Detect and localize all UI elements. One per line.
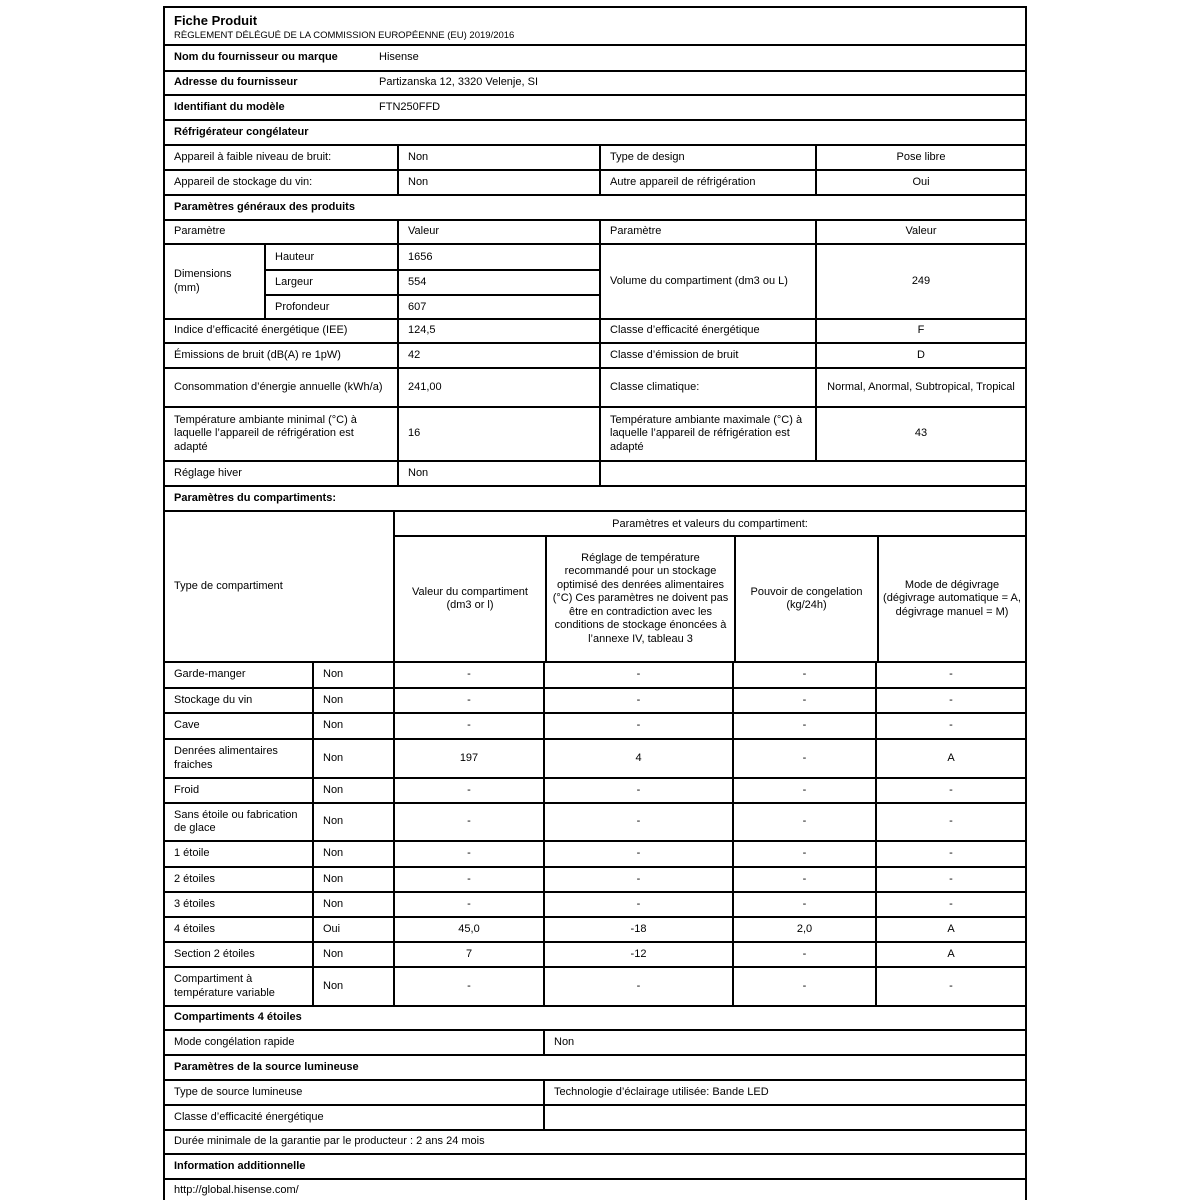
table-row-cellar — [165, 712, 1025, 738]
compartment-name: Section 2 étoiles — [174, 947, 255, 960]
cell-label: Classe d’émission de bruit — [599, 344, 815, 367]
compartment-temp: - — [543, 804, 732, 840]
compartment-volume: - — [393, 689, 543, 712]
table-row-fresh-food — [165, 738, 1025, 777]
compartment-capacity: - — [732, 689, 875, 712]
compartment-volume: - — [393, 893, 543, 916]
compartment-temp: - — [543, 714, 732, 738]
compartment-volume: - — [393, 804, 543, 840]
light-section-title: Paramètres de la source lumineuse — [174, 1060, 359, 1073]
compartment-temp: - — [543, 868, 732, 891]
compartment-present: Non — [312, 779, 393, 802]
cell-label: Température ambiante maximale (°C) à laquelle l’appareil de réfrigération est adapté — [599, 408, 815, 460]
compartment-present: Non — [312, 804, 393, 840]
table-row-pantry — [165, 661, 1025, 687]
compartment-defrost: - — [875, 968, 1025, 1005]
compartments-group-header: Paramètres et valeurs du compartiment: — [395, 512, 1025, 537]
compartment-present: Non — [312, 842, 393, 866]
winter-setting-row — [165, 460, 1025, 485]
light-section-row — [165, 1054, 1025, 1079]
energy-row — [165, 367, 1025, 406]
dimensions-values — [397, 245, 599, 318]
compartment-volume: 45,0 — [393, 918, 543, 941]
cell-label: Appareil de stockage du vin: — [174, 175, 313, 188]
compartment-defrost: - — [875, 842, 1025, 866]
dimension-depth-label: Profondeur — [266, 294, 397, 318]
compartment-defrost: - — [875, 779, 1025, 802]
compartment-volume: - — [393, 779, 543, 802]
compartment-defrost: A — [875, 943, 1025, 966]
supplier-address-label: Adresse du fournisseur — [174, 76, 298, 89]
cell-label: Indice d’efficacité énergétique (IEE) — [174, 324, 348, 337]
compartment-temp: - — [543, 689, 732, 712]
compartment-defrost: - — [875, 804, 1025, 840]
column-header: Paramètre — [174, 225, 226, 238]
compartment-name: Compartiment à température variable — [174, 973, 275, 999]
compartment-defrost: A — [875, 740, 1025, 777]
cell-value: 241,00 — [397, 369, 599, 406]
compartment-temp: - — [543, 893, 732, 916]
compartment-present: Non — [312, 663, 393, 687]
compartment-name: Cave — [174, 719, 200, 732]
cell-label: Consommation d’énergie annuelle (kWh/a) — [174, 380, 383, 393]
dimension-width-label: Largeur — [266, 269, 397, 293]
cell-value: Oui — [815, 171, 1025, 194]
column-header-defrost-mode: Mode de dégivrage (dégivrage automatique = A, dégivrage manuel = M) — [877, 537, 1025, 661]
light-type-row — [165, 1079, 1025, 1104]
model-id-value: FTN250FFD — [379, 100, 441, 113]
light-type-value: Technologie d’éclairage utilisée: Bande LED — [543, 1081, 1025, 1104]
dimension-width-value: 554 — [399, 269, 599, 293]
compartment-temp: - — [543, 663, 732, 687]
compartment-name: 3 étoiles — [174, 897, 215, 910]
compartment-temp: - — [543, 968, 732, 1005]
compartment-name: 1 étoile — [174, 847, 210, 860]
compartment-defrost: - — [875, 868, 1025, 891]
fast-freeze-label: Mode congélation rapide — [174, 1035, 295, 1048]
category-row-wine — [165, 169, 1025, 194]
cell-value: 16 — [397, 408, 599, 460]
compartment-present: Non — [312, 714, 393, 738]
light-type-label: Type de source lumineuse — [174, 1085, 303, 1098]
general-section-title: Paramètres généraux des produits — [174, 200, 355, 213]
compartment-name: Stockage du vin — [174, 693, 253, 706]
compartment-volume: - — [393, 714, 543, 738]
page-title: Fiche Produit — [174, 13, 258, 28]
compartment-capacity: - — [732, 842, 875, 866]
dimensions-sublabels — [264, 245, 397, 318]
model-id-label: Identifiant du modèle — [174, 100, 285, 113]
empty-cell — [599, 462, 1025, 485]
dimensions-label: Dimensions (mm) — [174, 268, 232, 294]
dimension-height-label: Hauteur — [275, 251, 315, 264]
additional-section-title: Information additionnelle — [174, 1159, 306, 1172]
compartment-temp: -18 — [543, 918, 732, 941]
supplier-website-link[interactable]: http://global.hisense.com/ — [174, 1184, 299, 1197]
compartment-defrost: A — [875, 918, 1025, 941]
column-header-freezing-capacity: Pouvoir de congelation (kg/24h) — [734, 537, 877, 661]
column-header: Paramètre — [599, 221, 815, 243]
cell-value: 124,5 — [397, 320, 599, 342]
compartment-defrost: - — [875, 714, 1025, 738]
compartment-name: Sans étoile ou fabrication de glace — [174, 808, 298, 834]
compartment-volume: - — [393, 868, 543, 891]
table-row-two-star — [165, 866, 1025, 891]
volume-value: 249 — [815, 245, 1025, 318]
cell-label: Réglage hiver — [174, 466, 242, 479]
compartment-name: Froid — [174, 783, 200, 796]
ambient-temp-row — [165, 406, 1025, 460]
compartment-capacity: 2,0 — [732, 918, 875, 941]
compartment-name: 2 étoiles — [174, 872, 215, 885]
url-row — [165, 1178, 1025, 1200]
cell-value: Non — [397, 462, 599, 485]
product-fiche-table — [163, 6, 1027, 1200]
compartment-temp: - — [543, 842, 732, 866]
cell-value: 42 — [397, 344, 599, 367]
table-row-variable-temp — [165, 966, 1025, 1005]
compartment-capacity: - — [732, 714, 875, 738]
compartment-capacity: - — [732, 779, 875, 802]
compartment-temp: - — [543, 779, 732, 802]
light-class-row — [165, 1104, 1025, 1129]
compartments-section-row — [165, 485, 1025, 510]
warranty-row — [165, 1129, 1025, 1153]
fast-freeze-row — [165, 1029, 1025, 1054]
table-row-wine — [165, 687, 1025, 712]
compartment-volume: 7 — [393, 943, 543, 966]
column-header-volume: Valeur du compartiment (dm3 or l) — [412, 585, 528, 611]
compartment-capacity: - — [732, 943, 875, 966]
compartment-name: Denrées alimentaires fraiches — [174, 745, 278, 771]
supplier-name-row — [165, 44, 1025, 70]
table-row-four-star — [165, 916, 1025, 941]
compartment-present: Non — [312, 689, 393, 712]
compartment-capacity: - — [732, 868, 875, 891]
dimension-height-value: 1656 — [408, 251, 433, 264]
supplier-name-value: Hisense — [379, 51, 419, 64]
cell-value: D — [815, 344, 1025, 367]
cell-label: Type de design — [599, 146, 815, 169]
cell-label: Classe d’efficacité énergétique — [599, 320, 815, 342]
table-row-zero-star — [165, 802, 1025, 840]
general-header-row — [165, 219, 1025, 243]
compartment-capacity: - — [732, 663, 875, 687]
compartment-temp: 4 — [543, 740, 732, 777]
fast-freeze-value: Non — [543, 1031, 1025, 1054]
compartments-header-right — [393, 512, 1025, 661]
compartment-capacity: - — [732, 968, 875, 1005]
compartment-temp: -12 — [543, 943, 732, 966]
eei-row — [165, 318, 1025, 342]
compartment-name: 4 étoiles — [174, 922, 215, 935]
compartment-capacity: - — [732, 893, 875, 916]
compartments-header-row — [165, 510, 1025, 661]
light-class-label: Classe d’efficacité énergétique — [174, 1110, 324, 1123]
cell-value: 43 — [815, 408, 1025, 460]
cell-label: Température ambiante minimal (°C) à laquelle l’appareil de réfrigération est adapté — [174, 413, 357, 453]
page-subtitle: RÈGLEMENT DÉLÉGUÉ DE LA COMMISSION EUROPÉENNE (EU) 2019/2016 — [174, 30, 515, 41]
table-row-one-star — [165, 840, 1025, 866]
compartment-present: Non — [312, 868, 393, 891]
table-row-three-star — [165, 891, 1025, 916]
category-row-noise — [165, 144, 1025, 169]
dimensions-row — [165, 243, 1025, 318]
supplier-address-value: Partizanska 12, 3320 Velenje, SI — [379, 76, 538, 89]
cell-value: Normal, Anormal, Subtropical, Tropical — [815, 369, 1025, 406]
column-header: Valeur — [397, 221, 599, 243]
warranty-text: Durée minimale de la garantie par le producteur : 2 ans 24 mois — [174, 1135, 485, 1148]
cell-label: Classe climatique: — [599, 369, 815, 406]
compartment-present: Non — [312, 968, 393, 1005]
cell-label: Autre appareil de réfrigération — [599, 171, 815, 194]
cell-value: Non — [397, 171, 599, 194]
compartment-volume: - — [393, 968, 543, 1005]
compartments-subheaders — [395, 537, 1025, 661]
compartment-defrost: - — [875, 893, 1025, 916]
cell-label: Émissions de bruit (dB(A) re 1pW) — [174, 348, 341, 361]
category-section-row — [165, 119, 1025, 144]
supplier-name-label: Nom du fournisseur ou marque — [174, 51, 338, 64]
compartment-volume: 197 — [393, 740, 543, 777]
table-row-two-star-section — [165, 941, 1025, 966]
compartment-capacity: - — [732, 740, 875, 777]
noise-row — [165, 342, 1025, 367]
compartment-volume: - — [393, 663, 543, 687]
general-section-row — [165, 194, 1025, 219]
dimension-depth-value: 607 — [399, 294, 599, 318]
supplier-address-row — [165, 70, 1025, 94]
table-row-chill — [165, 777, 1025, 802]
compartment-present: Non — [312, 943, 393, 966]
category-section-title: Réfrigérateur congélateur — [174, 125, 309, 138]
compartment-present: Non — [312, 740, 393, 777]
cell-value: Pose libre — [815, 146, 1025, 169]
compartment-present: Non — [312, 893, 393, 916]
compartment-volume: - — [393, 842, 543, 866]
four-star-section-row — [165, 1005, 1025, 1029]
compartment-present: Oui — [312, 918, 393, 941]
light-class-value — [543, 1106, 1025, 1129]
volume-label: Volume du compartiment (dm3 ou L) — [599, 245, 815, 318]
cell-value: F — [815, 320, 1025, 342]
cell-label: Appareil à faible niveau de bruit: — [174, 150, 332, 163]
compartment-capacity: - — [732, 804, 875, 840]
type-compartment-header: Type de compartiment — [174, 579, 283, 592]
model-id-row — [165, 94, 1025, 119]
cell-value: Non — [397, 146, 599, 169]
four-star-section-title: Compartiments 4 étoiles — [174, 1011, 302, 1024]
title-row — [165, 8, 1025, 44]
compartment-defrost: - — [875, 663, 1025, 687]
additional-section-row — [165, 1153, 1025, 1178]
compartment-defrost: - — [875, 689, 1025, 712]
compartments-section-title: Paramètres du compartiments: — [174, 491, 336, 504]
compartment-name: Garde-manger — [174, 668, 246, 681]
column-header: Valeur — [815, 221, 1025, 243]
title-block — [165, 8, 523, 44]
column-header-temp-setting: Réglage de température recommandé pour un stockage optimisé des denrées alimentaires (°C) Ces paramètres ne doivent pas être en contradiction avec les conditions de stockage énoncées à l’annexe IV, tableau 3 — [545, 537, 734, 661]
